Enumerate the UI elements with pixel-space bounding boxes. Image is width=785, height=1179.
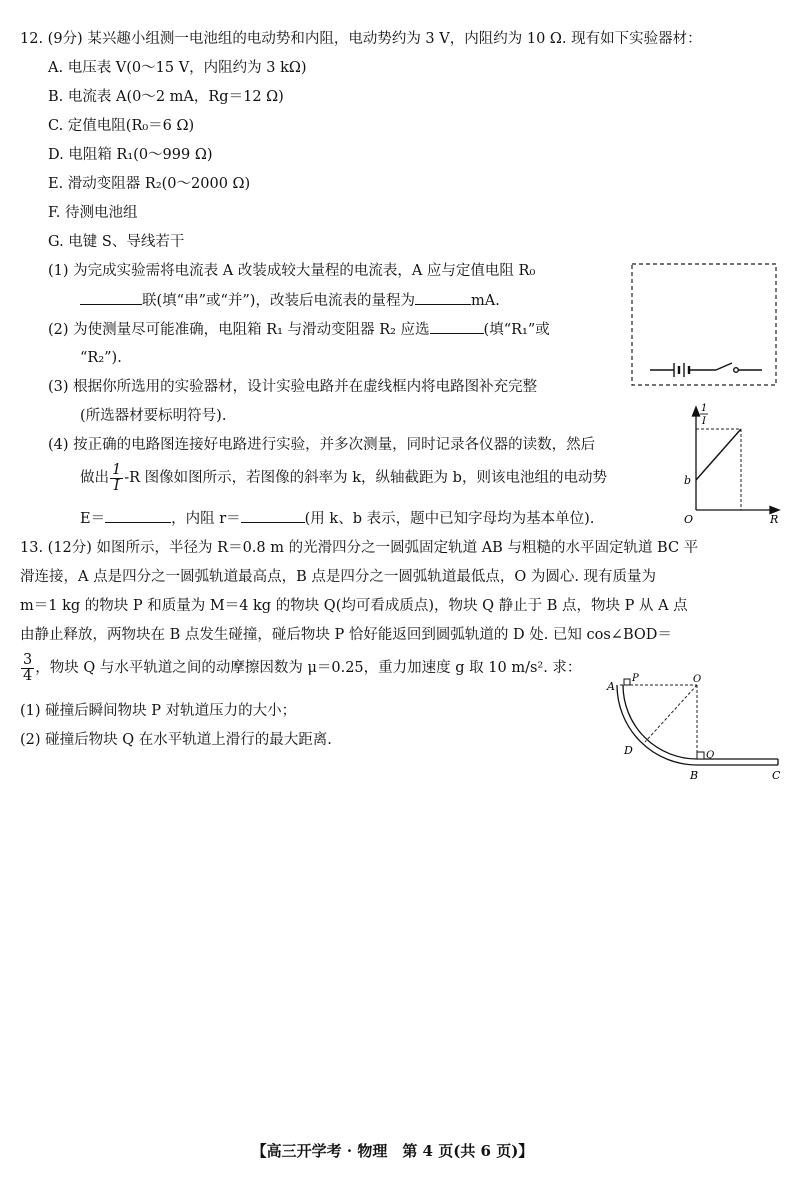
q12-part2-line1 <box>48 319 550 340</box>
arc-track-diagram <box>596 668 782 796</box>
q12-part4-line1: (4) 按正确的电路图连接好电路进行实验，并多次测量，同时记录各仪器的读数，然后 <box>48 437 596 453</box>
q12-part2-text: (2) 为使测量尽可能准确，电阻箱 R₁ 与滑动变阻器 R₂ 应选 <box>48 322 430 338</box>
q12-part4-lead: 做出 <box>80 470 109 486</box>
q12-part1-line1: (1) 为完成实验需将电流表 A 改装成较大量程的电流表，A 应与定值电阻 R₀ <box>48 263 536 279</box>
point-o-label: O <box>693 674 702 685</box>
block-q <box>697 752 704 759</box>
block-p <box>624 679 630 685</box>
q12-part2-note: (填“R₁”或 <box>483 322 550 338</box>
cosine-fraction <box>21 653 34 684</box>
q12-part4-line3 <box>80 508 594 529</box>
switch-symbol <box>716 363 762 372</box>
answer-blank-resistance[interactable] <box>241 508 305 523</box>
q12-part3-line1: (3) 根据你所选用的实验器材，设计实验电路并在虚线框内将电路图补充完整 <box>48 379 538 395</box>
q12-option-c: C. 定值电阻(R₀＝6 Ω) <box>48 118 195 134</box>
answer-blank-emf[interactable] <box>105 508 171 523</box>
battery-symbol <box>650 363 716 377</box>
q12-part1-line2 <box>80 290 500 311</box>
q12-part4-note: (用 k、b 表示，题中已知字母均为基本单位). <box>304 511 595 527</box>
q12-part3-line2: (所选器材要标明符号). <box>80 408 227 424</box>
q13-part2: (2) 碰撞后物块 Q 在水平轨道上滑行的最大距离. <box>20 732 332 748</box>
point-b-label: B <box>690 769 699 782</box>
fraction-numerator: 3 <box>23 651 33 668</box>
origin-label: O <box>684 513 694 526</box>
q12-part1-unit: mA. <box>470 293 500 309</box>
graph-line <box>696 429 741 480</box>
q12-part2-line2: “R₂”). <box>80 350 122 366</box>
radius-od <box>645 685 697 742</box>
block-q-label: Q <box>706 750 715 761</box>
q13-line5-text: ，物块 Q 与水平轨道之间的动摩擦因数为 μ＝0.25，重力加速度 g 取 10 m/s². 求： <box>35 660 582 676</box>
emf-label: E＝ <box>80 511 106 527</box>
circuit-dashed-box <box>630 262 778 387</box>
q12-option-e: E. 滑动变阻器 R₂(0～2000 Ω) <box>48 176 251 192</box>
q12-part1-text: 联(填“串”或“并”)，改装后电流表的量程为 <box>142 293 415 309</box>
fraction-numerator: 1 <box>112 461 122 478</box>
q12-part4-text: -R 图像如图所示，若图像的斜率为 k，纵轴截距为 b，则该电池组的电动势 <box>124 470 607 486</box>
q12-part4-line2 <box>80 462 607 494</box>
resistance-label: ，内阻 r＝ <box>171 511 241 527</box>
point-c-label: C <box>772 769 781 782</box>
inverse-current-resistance-graph <box>678 398 783 528</box>
q12-stem: 12. (9分) 某兴趣小组测一电池组的电动势和内阻，电动势约为 3 V，内阻约为 10 Ω. 现有如下实验器材： <box>20 31 702 47</box>
q13-part1: (1) 碰撞后瞬间物块 P 对轨道压力的大小； <box>20 703 297 719</box>
q13-line4: 由静止释放，两物块在 B 点发生碰撞，碰后物块 P 恰好能返回到圆弧轨道的 D 处. 已知 cos∠BOD＝ <box>20 627 672 643</box>
answer-blank-choice[interactable] <box>430 319 484 334</box>
reciprocal-current-fraction <box>110 463 123 494</box>
q13-line3: m＝1 kg 的物块 P 和质量为 M＝4 kg 的物块 Q(均可看成质点)，物块 Q 静止于 B 点，物块 P 从 A 点 <box>20 598 688 614</box>
q12-option-f: F. 待测电池组 <box>48 205 138 221</box>
answer-blank-connection[interactable] <box>80 290 142 305</box>
q13-line2: 滑连接，A 点是四分之一圆弧轨道最高点，B 点是四分之一圆弧轨道最低点，O 为圆心. 现有质量为 <box>20 569 657 585</box>
q12-option-b: B. 电流表 A(0～2 mA，Rg＝12 Ω) <box>48 89 284 105</box>
q13-line5 <box>20 652 581 684</box>
fraction-denominator: I <box>113 477 120 494</box>
point-a-label: A <box>607 680 615 693</box>
q12-option-a: A. 电压表 V(0～15 V，内阻约为 3 kΩ) <box>48 60 307 76</box>
y-axis-label-num: 1 <box>700 403 708 414</box>
q13-line1: 13. (12分) 如图所示，半径为 R＝0.8 m 的光滑四分之一圆弧固定轨道 AB 与粗糙的水平固定轨道 BC 平 <box>20 540 699 556</box>
answer-blank-range[interactable] <box>415 290 471 305</box>
q12-option-d: D. 电阻箱 R₁(0～999 Ω) <box>48 147 213 163</box>
y-axis-label-den: I <box>702 416 706 427</box>
page-footer: 【高三开学考 · 物理 第 4 页(共 6 页)】 <box>251 1142 534 1160</box>
point-d-label: D <box>624 744 633 757</box>
intercept-b-label: b <box>684 474 692 487</box>
fraction-denominator: 4 <box>23 667 33 684</box>
block-p-label: P <box>632 673 639 684</box>
q12-option-g: G. 电键 S、导线若干 <box>48 234 185 250</box>
x-axis-label: R <box>770 513 779 526</box>
